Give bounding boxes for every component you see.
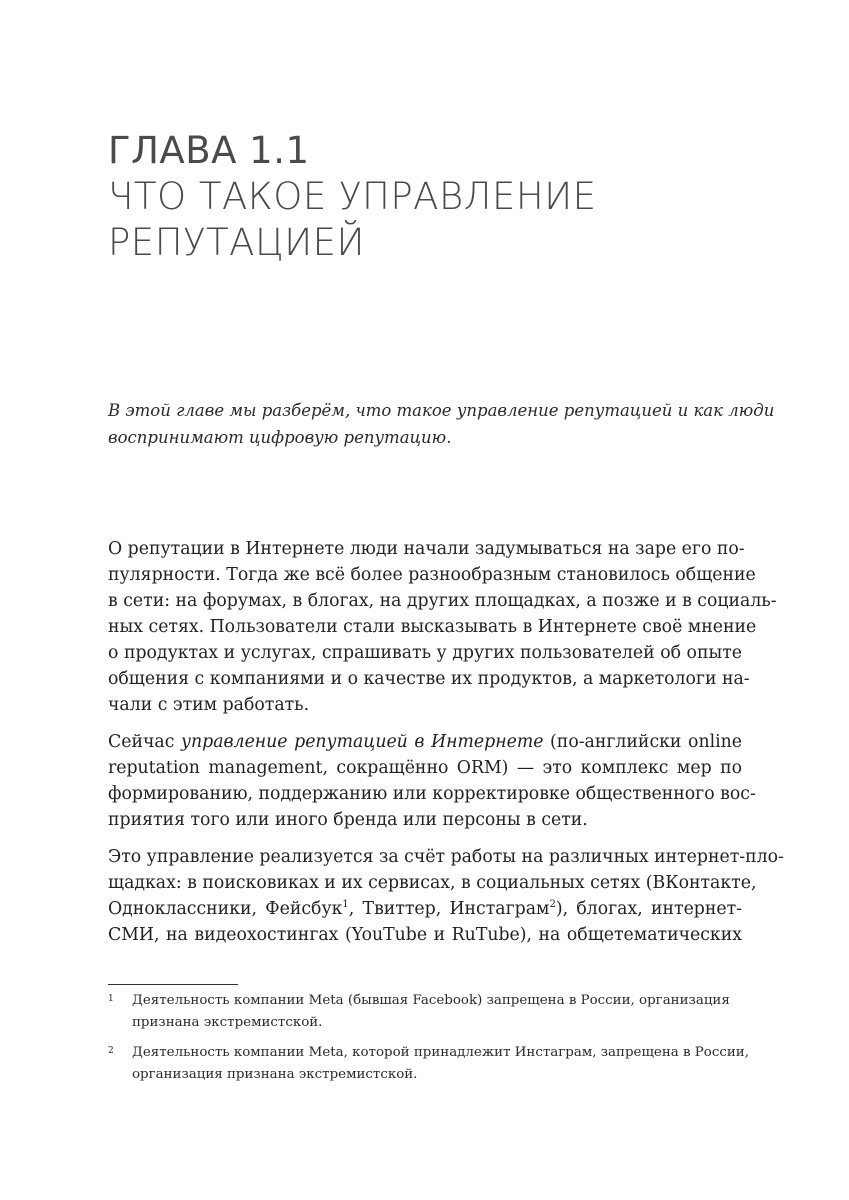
footnote-ref-1[interactable]: 1	[342, 899, 349, 911]
text-run: ), блогах, интернет-	[555, 899, 742, 919]
footnote-2	[108, 1042, 748, 1086]
footnotes	[108, 990, 748, 1094]
text-run: Сейчас	[108, 732, 181, 752]
footnote-1	[108, 990, 748, 1034]
intro-line-1: В этой главе мы разберём, что такое управление репутацией и как люди	[108, 401, 775, 420]
chapter-intro	[108, 397, 775, 451]
footnote-line: признана экстремистской.	[132, 1015, 323, 1030]
footnote-number: 1	[108, 994, 114, 1004]
paragraph-line: формированию, поддержанию или корректировке общественного вос-	[108, 784, 756, 804]
paragraph-line: О репутации в Интернете люди начали задумываться на заре его по-	[108, 539, 745, 559]
emphasized-term: управление репутацией в Интернете	[180, 732, 544, 752]
paragraph-line	[108, 729, 742, 755]
paragraph-line: щадках: в поисковиках и их сервисах, в социальных сетях (ВКонтакте,	[108, 873, 757, 893]
text-run: (по-английски online	[543, 732, 742, 752]
footnote-divider	[108, 984, 238, 985]
paragraph-line: ных сетях. Пользователи стали высказывать в Интернете своё мнение	[108, 617, 757, 637]
intro-line-2: воспринимают цифровую репутацию.	[108, 428, 452, 447]
paragraph-line: Это управление реализуется за счёт работы на различных интернет-пло-	[108, 847, 784, 867]
paragraph-line: СМИ, на видеохостингах (YouTube и RuTube), на общетематических	[108, 925, 742, 945]
footnote-ref-2[interactable]: 2	[549, 899, 556, 911]
paragraph-line: о продуктах и услугах, спрашивать у других пользователей об опыте	[108, 643, 742, 663]
footnote-line: Деятельность компании Meta, которой принадлежит Инстаграм, запрещена в России,	[132, 1045, 749, 1060]
footnote-number: 2	[108, 1046, 114, 1056]
paragraph-line: общения с компаниями и о качестве их продуктов, а маркетологи на-	[108, 669, 750, 689]
paragraph-3	[108, 844, 784, 948]
paragraph-line: чали с этим работать.	[108, 695, 310, 715]
paragraph-1	[108, 536, 777, 718]
footnote-line: Деятельность компании Meta (бывшая Facebook) запрещена в России, организация	[132, 993, 730, 1008]
paragraph-2	[108, 729, 756, 833]
paragraph-line: пулярности. Тогда же всё более разнообразным становилось общение	[108, 565, 756, 585]
paragraph-line	[108, 896, 742, 922]
footnote-line: организация признана экстремистской.	[132, 1067, 418, 1082]
paragraph-line: приятия того или иного бренда или персоны в сети.	[108, 810, 588, 830]
text-run: , Твиттер, Инстаграм	[348, 899, 550, 919]
chapter-title-line-1: ЧТО ТАКОЕ УПРАВЛЕНИЕ	[108, 175, 597, 218]
paragraph-line: reputation management, сокращённо ORM) — это комплекс мер по	[108, 758, 742, 778]
body-text	[108, 536, 784, 959]
chapter-heading	[108, 128, 748, 266]
paragraph-line: в сети: на форумах, в блогах, на других площадках, а позже и в социаль-	[108, 591, 777, 611]
chapter-title-line-2: РЕПУТАЦИЕЙ	[108, 221, 365, 264]
text-run: Одноклассники, Фейсбук	[108, 899, 343, 919]
chapter-label: ГЛАВА 1.1	[108, 129, 310, 172]
